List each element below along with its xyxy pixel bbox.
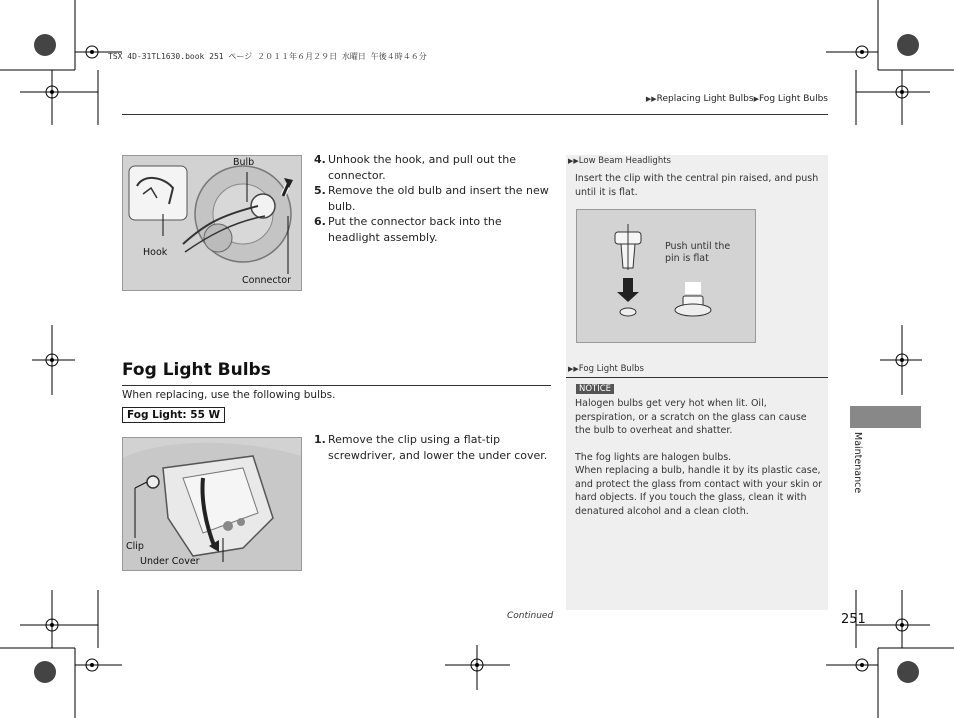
section-title: Fog Light Bulbs <box>122 360 271 380</box>
breadcrumb-separator: ▶ <box>753 95 759 103</box>
notice-text: Halogen bulbs get very hot when lit. Oil, perspiration, or a scratch on the glass can cause the bulb to overheat and shatter. <box>575 398 807 436</box>
print-header: TSX 4D-31TL1630.book 251 ページ ２０１１年６月２９日 水曜日 午後４時４６分 <box>108 52 427 61</box>
clip-label: Clip <box>126 541 144 552</box>
step-item: 6. Put the connector back into the headlight assembly. <box>314 215 502 244</box>
notes-sidebar <box>566 155 828 610</box>
section-intro: When replacing, use the following bulbs. <box>122 389 336 401</box>
breadcrumb-item-fog[interactable]: Fog Light Bulbs <box>758 94 828 104</box>
chapter-tab-label: Maintenance <box>852 432 863 494</box>
step-item: 5. Remove the old bulb and insert the new bulb. <box>314 184 549 213</box>
breadcrumb-item-replacing[interactable]: Replacing Light Bulbs <box>656 94 754 104</box>
section-rule <box>122 385 551 386</box>
clip-illustration <box>576 209 756 343</box>
under-cover-label: Under Cover <box>140 556 200 567</box>
notice-badge: NOTICE <box>576 384 614 394</box>
clip-instruction-label: Push until the pin is flat <box>665 241 731 264</box>
breadcrumb-marker: ▶▶ <box>645 95 657 103</box>
steps-bottom <box>314 432 551 463</box>
under-cover-illustration <box>122 437 302 571</box>
step-item: 4. Unhook the hook, and pull out the connector. <box>314 153 516 182</box>
bulb-spec-box: Fog Light: 55 W <box>122 407 225 423</box>
page-number: 251 <box>841 612 866 627</box>
headlight-connector-illustration <box>122 155 302 291</box>
header-rule <box>122 114 828 115</box>
continued-label: Continued <box>507 611 554 621</box>
fog-note-para1: The fog lights are halogen bulbs. <box>575 452 732 463</box>
chapter-tab[interactable] <box>850 406 921 428</box>
note-heading-low-beam: ▶▶Low Beam Headlights <box>568 156 671 166</box>
connector-label: Connector <box>242 275 291 286</box>
note-heading-fog: ▶▶Fog Light Bulbs <box>568 364 644 374</box>
steps-top <box>314 152 549 245</box>
note-low-beam-text: Insert the clip with the central pin raised, and push until it is flat. <box>575 173 819 198</box>
breadcrumb <box>646 94 828 104</box>
hook-label: Hook <box>143 247 168 258</box>
bulb-label: Bulb <box>233 157 255 168</box>
fog-note-para2: When replacing a bulb, handle it by its plastic case, and protect the glass from contact with your skin or hard objects. If you touch the glass, clean it with denatured alcohol and a clean cloth. <box>575 465 823 517</box>
note-rule <box>566 377 828 378</box>
step-item: 1. Remove the clip using a flat-tip screwdriver, and lower the under cover. <box>314 433 548 462</box>
